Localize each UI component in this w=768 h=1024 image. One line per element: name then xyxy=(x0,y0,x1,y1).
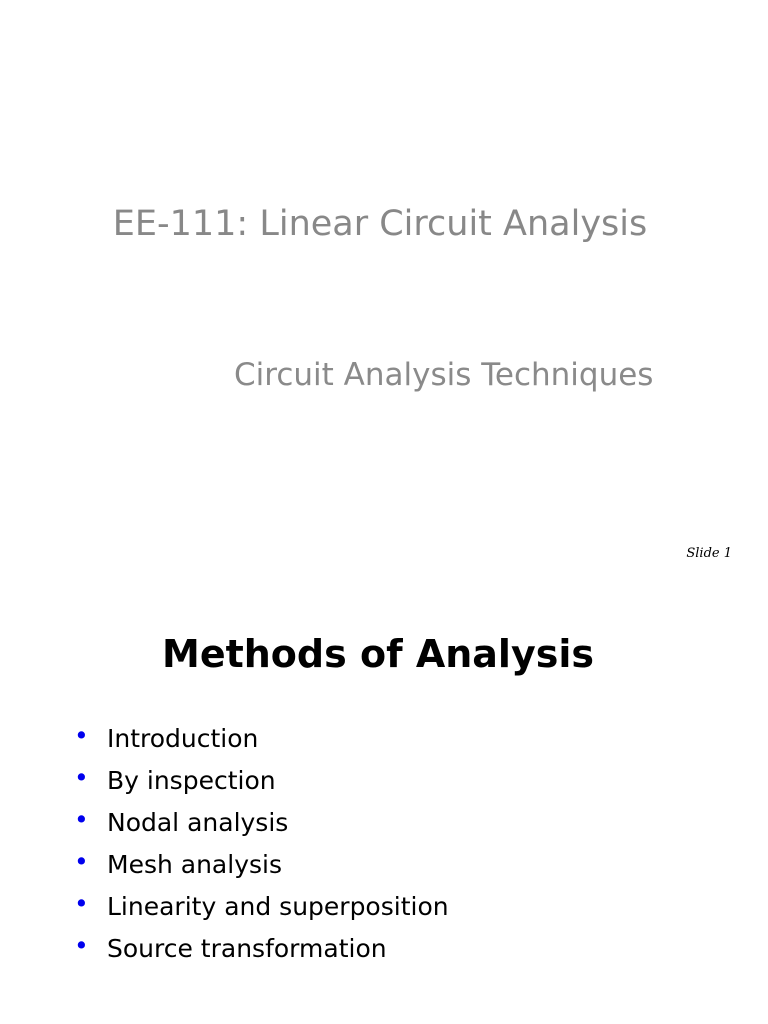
list-item-text: By inspection xyxy=(107,766,276,795)
list-item-text: Source transformation xyxy=(107,934,387,963)
slide-number: Slide 1 xyxy=(686,546,732,561)
list-item-text: Introduction xyxy=(107,724,259,753)
list-item-text: Mesh analysis xyxy=(107,850,282,879)
bullet-icon: • xyxy=(74,721,89,750)
bullet-icon: • xyxy=(74,847,89,876)
bullet-icon: • xyxy=(74,931,89,960)
list-item-text: Linearity and superposition xyxy=(107,892,449,921)
bullet-icon: • xyxy=(74,763,89,792)
content-slide xyxy=(0,584,768,1024)
slide-title: Methods of Analysis xyxy=(162,632,594,676)
list-item-text: Nodal analysis xyxy=(107,808,289,837)
presentation-title: EE-111: Linear Circuit Analysis xyxy=(112,204,648,244)
bullet-icon: • xyxy=(74,805,89,834)
bullet-icon: • xyxy=(74,889,89,918)
presentation-subtitle: Circuit Analysis Techniques xyxy=(234,357,654,393)
